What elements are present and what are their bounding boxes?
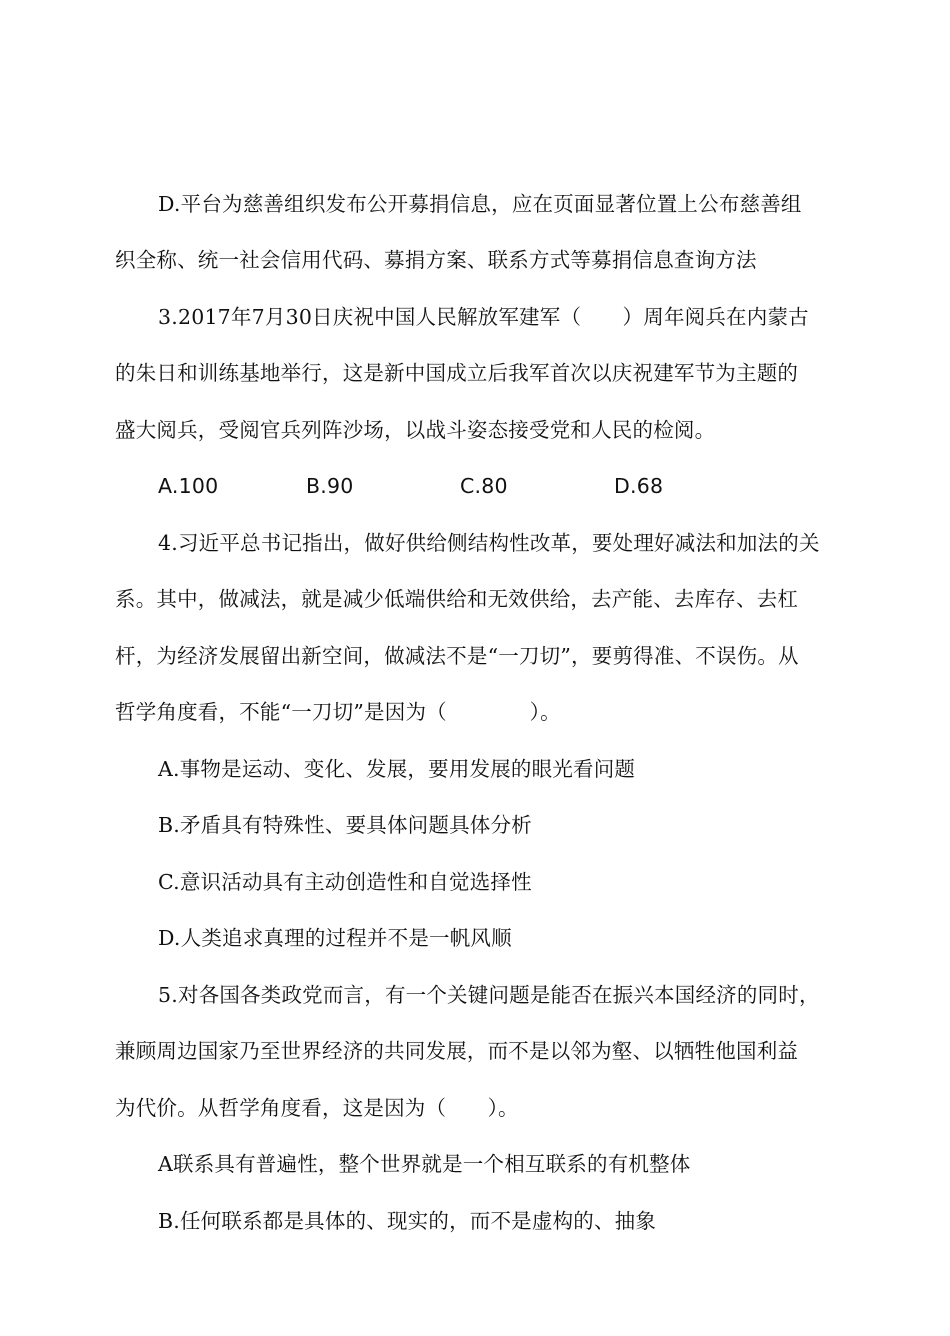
q4-option-d: D.人类追求真理的过程并不是一帆风顺 xyxy=(158,926,512,950)
q3-option-c: C.80 xyxy=(460,474,508,498)
q3-option-d: D.68 xyxy=(614,474,664,498)
q5-line3: 为代价。从哲学角度看，这是因为（ ）。 xyxy=(115,1096,519,1120)
q4-line3: 杆，为经济发展留出新空间，做减法不是“一刀切”，要剪得准、不误伤。从 xyxy=(115,644,799,668)
q5-line1: 5.对各国各类政党而言，有一个关键问题是能否在振兴本国经济的同时， xyxy=(158,983,820,1007)
q3-option-a: A.100 xyxy=(158,474,219,498)
q4-line4: 哲学角度看，不能“一刀切”是因为（ ）。 xyxy=(115,700,561,724)
q3-line3: 盛大阅兵，受阅官兵列阵沙场，以战斗姿态接受党和人民的检阅。 xyxy=(115,418,716,442)
q4-line1: 4.习近平总书记指出，做好供给侧结构性改革，要处理好减法和加法的关 xyxy=(158,531,820,555)
q3-option-b: B.90 xyxy=(306,474,354,498)
q5-line2: 兼顾周边国家乃至世界经济的共同发展，而不是以邻为壑、以牺牲他国利益 xyxy=(115,1039,799,1063)
q4-line2: 系。其中，做减法，就是减少低端供给和无效供给，去产能、去库存、去杠 xyxy=(115,587,799,611)
q5-option-b: B.任何联系都是具体的、现实的，而不是虚构的、抽象 xyxy=(158,1209,657,1233)
q5-option-a: A联系具有普遍性，整个世界就是一个相互联系的有机整体 xyxy=(158,1152,691,1176)
q4-option-b: B.矛盾具有特殊性、要具体问题具体分析 xyxy=(158,813,532,837)
q4-option-c: C.意识活动具有主动创造性和自觉选择性 xyxy=(158,870,532,894)
q3-line2: 的朱日和训练基地举行，这是新中国成立后我军首次以庆祝建军节为主题的 xyxy=(115,361,799,385)
q2-option-d-line2: 织全称、统一社会信用代码、募捐方案、联系方式等募捐信息查询方法 xyxy=(115,248,757,272)
q3-line1: 3.2017年7月30日庆祝中国人民解放军建军（ ）周年阅兵在内蒙古 xyxy=(158,305,809,329)
q2-option-d-line1: D.平台为慈善组织发布公开募捐信息，应在页面显著位置上公布慈善组 xyxy=(158,192,802,216)
q4-option-a: A.事物是运动、变化、发展，要用发展的眼光看问题 xyxy=(158,757,636,781)
